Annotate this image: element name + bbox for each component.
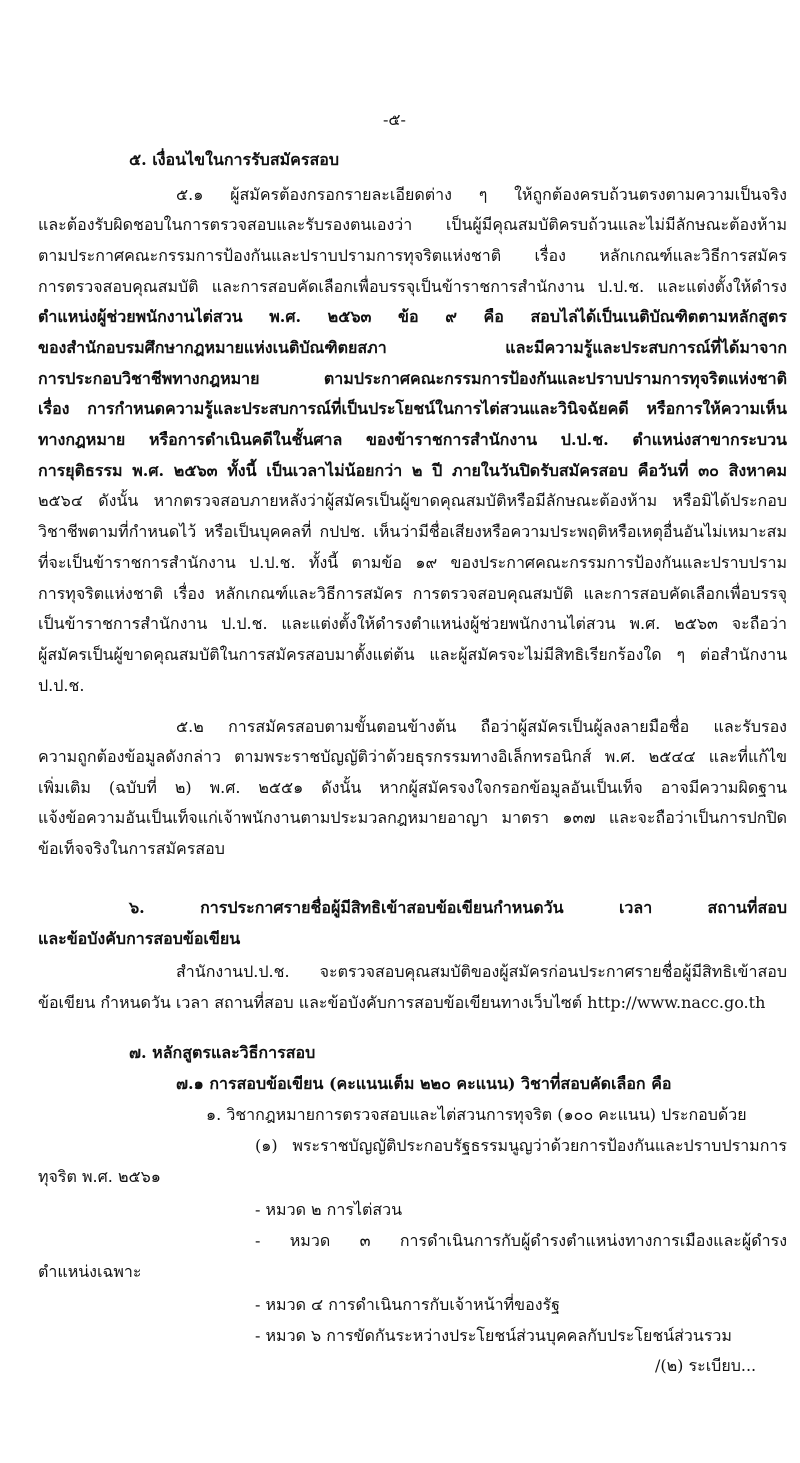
paragraph-line: ข้อเท็จจริงในการสมัครสอบ <box>38 839 225 858</box>
continuation-marker: /(๒) ระเบียบ... <box>655 1356 757 1375</box>
paragraph-line: การทุจริตแห่งชาติ เรื่อง หลักเกณฑ์และวิธีการสมัคร การตรวจสอบคุณสมบัติ และการสอบคัดเลือกเพื่อบรรจุ <box>38 584 787 603</box>
item-1-line: ทุจริต พ.ศ. ๒๕๖๑ <box>38 1167 161 1186</box>
paragraph-line: ความถูกต้องข้อมูลดังกล่าว ตามพระราชบัญญัติว่าด้วยธุรกรรมทางอิเล็กทรอนิกส์ พ.ศ. ๒๕๔๔ และที่แก้ไข <box>38 747 787 766</box>
chapter-4-item: - หมวด ๔ การดำเนินการกับเจ้าหน้าที่ของรัฐ <box>255 1295 560 1314</box>
section-5-heading: ๕. เงื่อนไขในการรับสมัครสอบ <box>129 150 339 169</box>
paragraph-line: ตามประกาศคณะกรรมการป้องกันและปราบปรามการทุจริตแห่งชาติ เรื่อง หลักเกณฑ์และวิธีการสมัคร <box>38 246 787 265</box>
paragraph-line: การประกอบวิชาชีพทางกฎหมาย ตามประกาศคณะกรรมการป้องกันและปราบปรามการทุจริตแห่งชาติ <box>38 369 787 388</box>
paragraph-line: วิชาชีพตามที่กำหนดไว้ หรือเป็นบุคคลที่ กปปช. เห็นว่ามีชื่อเสียงหรือความประพฤติหรือเหตุอื่นอันไม่เหมาะสม <box>38 522 787 541</box>
paragraph-line: ของสำนักอบรมศึกษากฎหมายแห่งเนติบัณฑิตยสภา และมีความรู้และประสบการณ์ที่ได้มาจาก <box>38 338 787 357</box>
paragraph-line: แจ้งข้อความอันเป็นเท็จแก่เจ้าพนักงานตามประมวลกฎหมายอาญา มาตรา ๑๓๗ และจะถือว่าเป็นการปกปิด <box>38 808 787 827</box>
section-7-1-heading: ๗.๑ การสอบข้อเขียน (คะแนนเต็ม ๒๒๐ คะแนน) วิชาที่สอบคัดเลือก คือ <box>176 1074 672 1093</box>
paragraph-line: ทางกฎหมาย หรือการดำเนินคดีในชั้นศาล ของข้าราชการสำนักงาน ป.ป.ช. ตำแหน่งสาขากระบวน <box>38 430 787 449</box>
paragraph-line: เป็นข้าราชการสำนักงาน ป.ป.ช. และแต่งตั้งให้ดำรงตำแหน่งผู้ช่วยพนักงานไต่สวน พ.ศ. ๒๕๖๓ จะถือว่า <box>38 614 787 633</box>
paragraph-line: ข้อเขียน กำหนดวัน เวลา สถานที่สอบ และข้อบังคับการสอบข้อเขียนทางเว็บไซต์ http://www.nacc.go.th <box>38 993 766 1012</box>
paragraph-line: ๕.๑ ผู้สมัครต้องกรอกรายละเอียดต่าง ๆ ให้ถูกต้องครบถ้วนตรงตามความเป็นจริง <box>176 185 787 204</box>
paragraph-line: ผู้สมัครเป็นผู้ขาดคุณสมบัติในการสมัครสอบมาตั้งแต่ต้น และผู้สมัครจะไม่มีสิทธิเรียกร้องใด ๆ ต่อสำนักงาน <box>38 645 787 664</box>
chapter-3-item-cont: ตำแหน่งเฉพาะ <box>38 1262 142 1281</box>
chapter-3-item: - หมวด ๓ การดำเนินการกับผู้ดำรงตำแหน่งทางการเมืองและผู้ดำรง <box>255 1231 787 1250</box>
subject-1: ๑. วิชากฎหมายการตรวจสอบและไต่สวนการทุจริต (๑๐๐ คะแนน) ประกอบด้วย <box>206 1105 747 1124</box>
section-6-heading: ๖. การประกาศรายชื่อผู้มีสิทธิเข้าสอบข้อเขียนกำหนดวัน เวลา สถานที่สอบ <box>129 898 787 917</box>
paragraph-line: เรื่อง การกำหนดความรู้และประสบการณ์ที่เป็นประโยชน์ในการไต่สวนและวินิจฉัยคดี หรือการให้ความเห็น <box>38 399 787 418</box>
paragraph-line: การยุติธรรม พ.ศ. ๒๕๖๓ ทั้งนี้ เป็นเวลาไม่น้อยกว่า ๒ ปี ภายในวันปิดรับสมัครสอบ คือวันที่ ๓๐ สิงหาคม <box>38 461 787 480</box>
paragraph-line: สำนักงานป.ป.ช. จะตรวจสอบคุณสมบัติของผู้สมัครก่อนประกาศรายชื่อผู้มีสิทธิเข้าสอบ <box>176 962 787 981</box>
page-number: -๕- <box>383 110 406 129</box>
section-6-heading-cont: และข้อบังคับการสอบข้อเขียน <box>38 929 241 948</box>
chapter-2-item: - หมวด ๒ การไต่สวน <box>255 1200 403 1219</box>
paragraph-line: ๒๕๖๔ ดังนั้น หากตรวจสอบภายหลังว่าผู้สมัครเป็นผู้ขาดคุณสมบัติหรือมีลักษณะต้องห้าม หรือมิได้ประกอบ <box>38 491 787 510</box>
paragraph-line: ตำแหน่งผู้ช่วยพนักงานไต่สวน พ.ศ. ๒๕๖๓ ข้อ ๙ คือ สอบไล่ได้เป็นเนติบัณฑิตตามหลักสูตร <box>38 307 787 326</box>
paragraph-line: การตรวจสอบคุณสมบัติ และการสอบคัดเลือกเพื่อบรรจุเป็นข้าราชการสำนักงาน ป.ป.ช. และแต่งตั้งให้ดำรง <box>38 277 787 296</box>
paragraph-line: ๕.๒ การสมัครสอบตามขั้นตอนข้างต้น ถือว่าผู้สมัครเป็นผู้ลงลายมือชื่อ และรับรอง <box>176 717 787 736</box>
paragraph-line: ที่จะเป็นข้าราชการสำนักงาน ป.ป.ช. ทั้งนี้ ตามข้อ ๑๙ ของประกาศคณะกรรมการป้องกันและปราบปราม <box>38 553 787 572</box>
paragraph-line: เพิ่มเติม (ฉบับที่ ๒) พ.ศ. ๒๕๕๑ ดังนั้น หากผู้สมัครจงใจกรอกข้อมูลอันเป็นเท็จ อาจมีความผิดฐาน <box>38 778 787 797</box>
chapter-6-item: - หมวด ๖ การขัดกันระหว่างประโยชน์ส่วนบุคคลกับประโยชน์ส่วนรวม <box>255 1326 732 1345</box>
section-7-heading: ๗. หลักสูตรและวิธีการสอบ <box>129 1043 316 1062</box>
paragraph-line: ป.ป.ช. <box>38 676 85 695</box>
paragraph-line: และต้องรับผิดชอบในการตรวจสอบและรับรองตนเองว่า เป็นผู้มีคุณสมบัติครบถ้วนและไม่มีลักษณะต้องห้าม <box>38 215 787 234</box>
item-1-line: (๑) พระราชบัญญัติประกอบรัฐธรรมนูญว่าด้วยการป้องกันและปราบปรามการ <box>255 1136 787 1155</box>
